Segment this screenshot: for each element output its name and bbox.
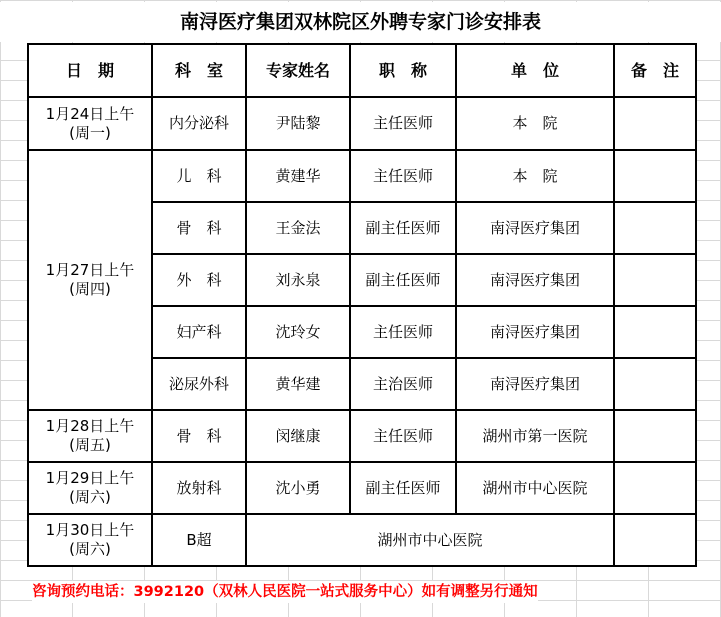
col-header-title: 职 称 <box>350 44 456 97</box>
expert-cell: 尹陆黎 <box>246 97 350 150</box>
note-cell <box>614 462 696 514</box>
expert-cell: 沈玲女 <box>246 306 350 358</box>
col-header-unit: 单 位 <box>456 44 614 97</box>
title-cell: 主任医师 <box>350 410 456 462</box>
table-header-row <box>28 44 696 97</box>
unit-cell: 南浔医疗集团 <box>456 254 614 306</box>
dept-cell: 儿 科 <box>152 150 246 202</box>
date-text: 1月28日上午 <box>45 417 135 435</box>
unit-cell: 湖州市中心医院 <box>246 514 614 566</box>
note-cell <box>614 202 696 254</box>
col-header-expert: 专家姓名 <box>246 44 350 97</box>
date-cell <box>28 410 152 462</box>
title-cell: 主任医师 <box>350 97 456 150</box>
date-text: 1月24日上午 <box>45 104 135 123</box>
note-cell <box>614 514 696 566</box>
expert-cell: 王金法 <box>246 202 350 254</box>
col-header-dept: 科 室 <box>152 44 246 97</box>
note-cell <box>614 410 696 462</box>
col-header-note: 备 注 <box>614 44 696 97</box>
table-row <box>28 514 696 566</box>
table-row <box>28 97 696 150</box>
title-cell: 主任医师 <box>350 306 456 358</box>
weekday-text: (周六) <box>69 488 111 506</box>
date-text: 1月29日上午 <box>45 469 135 487</box>
expert-cell: 沈小勇 <box>246 462 350 514</box>
col-header-date: 日 期 <box>28 44 152 97</box>
dept-cell: 骨 科 <box>152 410 246 462</box>
title-cell: 主任医师 <box>350 150 456 202</box>
unit-cell: 湖州市中心医院 <box>456 462 614 514</box>
weekday-text: (周五) <box>69 436 111 454</box>
weekday-text: (周六) <box>69 540 111 558</box>
expert-cell: 黄建华 <box>246 150 350 202</box>
dept-cell: 放射科 <box>152 462 246 514</box>
schedule-table <box>27 43 697 567</box>
date-cell <box>28 150 152 410</box>
date-cell <box>28 462 152 514</box>
weekday-text: (周四) <box>69 280 111 298</box>
title-cell: 副主任医师 <box>350 254 456 306</box>
unit-cell: 本 院 <box>456 97 614 150</box>
unit-cell: 南浔医疗集团 <box>456 202 614 254</box>
title-cell: 主治医师 <box>350 358 456 410</box>
dept-cell: 妇产科 <box>152 306 246 358</box>
table-row <box>28 150 696 202</box>
note-cell <box>614 306 696 358</box>
table-row <box>28 462 696 514</box>
date-text: 1月27日上午 <box>45 261 135 279</box>
note-cell <box>614 97 696 150</box>
unit-cell: 本 院 <box>456 150 614 202</box>
title-cell: 副主任医师 <box>350 462 456 514</box>
note-cell <box>614 150 696 202</box>
dept-cell: 外 科 <box>152 254 246 306</box>
dept-cell: 骨 科 <box>152 202 246 254</box>
note-cell <box>614 358 696 410</box>
date-text: 1月30日上午 <box>45 521 135 539</box>
page-title: 南浔医疗集团双林院区外聘专家门诊安排表 <box>0 2 721 42</box>
weekday-text: (周一) <box>69 123 111 142</box>
expert-cell: 黄华建 <box>246 358 350 410</box>
table-row <box>28 410 696 462</box>
date-cell <box>28 97 152 150</box>
expert-cell: 闵继康 <box>246 410 350 462</box>
date-cell <box>28 514 152 566</box>
expert-cell: 刘永泉 <box>246 254 350 306</box>
dept-cell: 内分泌科 <box>152 97 246 150</box>
dept-cell: 泌尿外科 <box>152 358 246 410</box>
dept-cell: B超 <box>152 514 246 566</box>
unit-cell: 南浔医疗集团 <box>456 358 614 410</box>
unit-cell: 南浔医疗集团 <box>456 306 614 358</box>
title-cell: 副主任医师 <box>350 202 456 254</box>
contact-footer: 咨询预约电话：3992120（双林人民医院一站式服务中心）如有调整另行通知 <box>32 581 538 603</box>
note-cell <box>614 254 696 306</box>
unit-cell: 湖州市第一医院 <box>456 410 614 462</box>
